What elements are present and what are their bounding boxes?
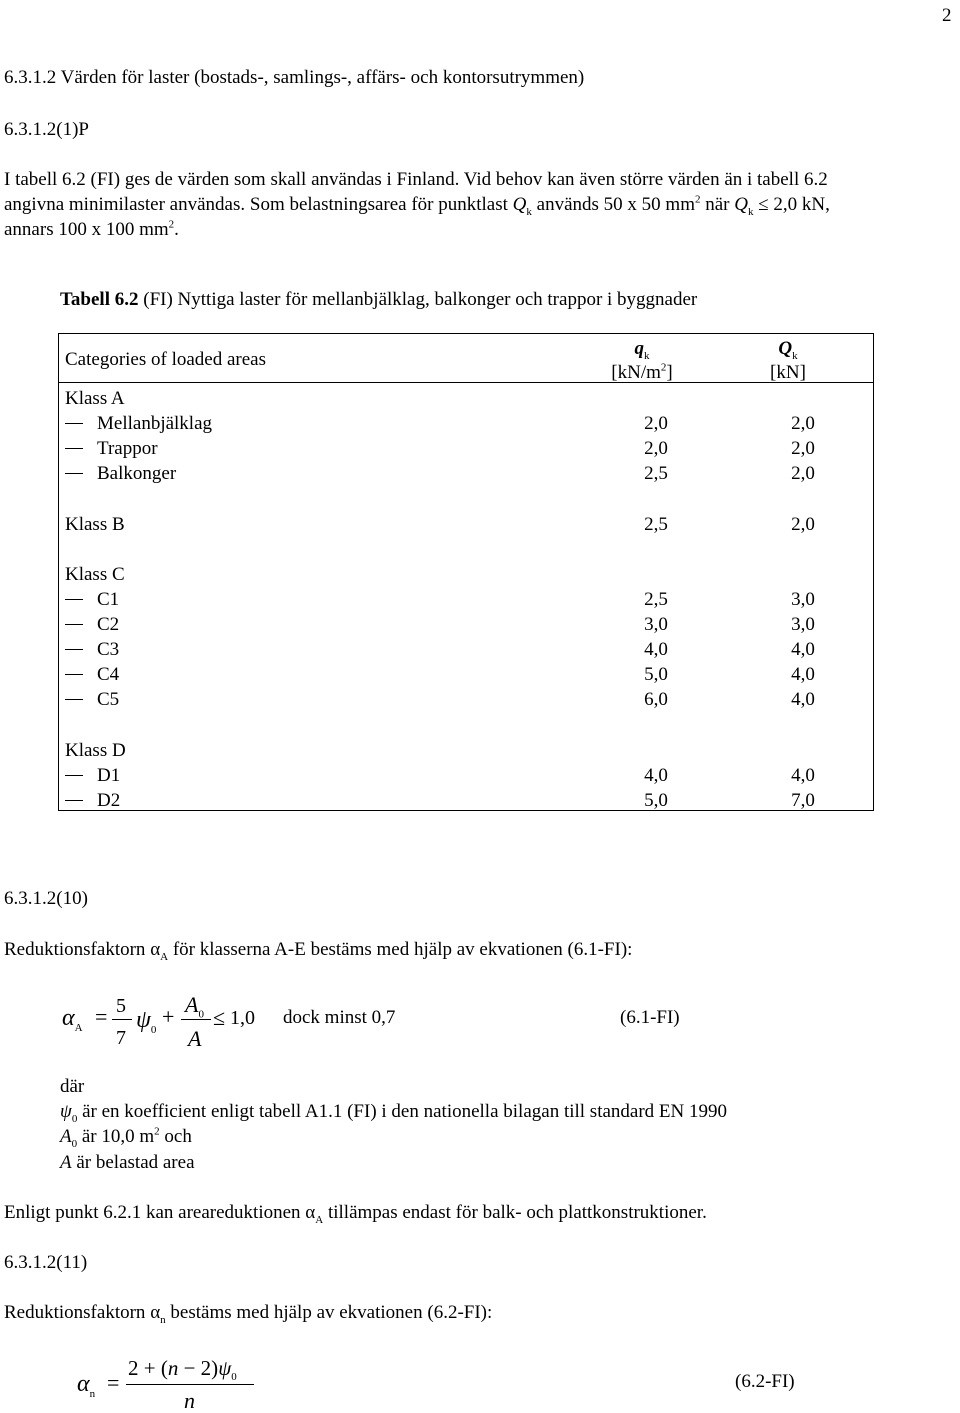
table-row-label: [65, 464, 176, 483]
superscript: 2: [154, 1125, 160, 1138]
cell-qk: 2,0: [644, 413, 668, 434]
table-row-label: [65, 665, 119, 684]
subscript: k: [747, 205, 754, 218]
eq1-equals: =: [95, 1004, 108, 1029]
symbol-q: q: [634, 338, 644, 359]
cell-qk: 6,0: [644, 689, 668, 710]
header-qk-symbol: [602, 338, 682, 362]
symbol-psi: ψ: [218, 1356, 232, 1380]
subscript: n: [160, 1313, 166, 1326]
header-category: Categories of loaded areas: [65, 349, 266, 370]
row-label: D2: [97, 790, 121, 811]
table-row-label: [65, 640, 119, 659]
symbol-alpha: α: [77, 1371, 90, 1397]
subscript: A: [160, 950, 169, 963]
subscript: k: [526, 205, 532, 218]
symbol-Q: Q: [778, 338, 793, 359]
text: används 50 x 50 mm: [531, 194, 695, 215]
cell-qk: 2,5: [644, 463, 668, 484]
dash-icon: [65, 473, 83, 474]
superscript: 2: [694, 193, 701, 206]
section-heading: 6.3.1.2 Värden för laster (bostads-, samlings-, affärs- och kontorsutrymmen): [4, 67, 585, 88]
cell-Qk: 7,0: [791, 790, 815, 811]
cell-qk: 4,0: [644, 765, 668, 786]
row-label: Mellanbjälklag: [97, 413, 213, 434]
symbol-alpha: α: [62, 1005, 75, 1031]
symbol-A: A: [60, 1152, 72, 1173]
table-header-rule: [58, 382, 874, 383]
eq1-fraction-bar: [181, 1019, 211, 1020]
symbol-alpha: α: [150, 939, 161, 960]
where-line-psi: [60, 1101, 728, 1125]
text: angivna minimilaster användas. Som belastningsarea för punktlast: [4, 194, 513, 215]
symbol-psi: ψ: [136, 1007, 151, 1033]
symbol-A: A: [60, 1126, 72, 1147]
text: .: [174, 219, 179, 240]
cell-Qk: 2,0: [791, 514, 815, 535]
cell-Qk: 2,0: [791, 463, 815, 484]
table-row-label: [65, 791, 120, 810]
dash-icon: [65, 674, 83, 675]
table-caption: [60, 290, 697, 309]
text: − 2): [178, 1356, 219, 1380]
class-name: Klass B: [65, 514, 125, 535]
table-row-label: [65, 414, 212, 433]
where-line-A: [60, 1153, 195, 1172]
row-label: C4: [97, 664, 120, 685]
header-Qk-symbol: [748, 338, 828, 362]
eq1-plus: +: [162, 1004, 175, 1029]
text: för klasserna A-E bestäms med hjälp av ekvationen (6.1-FI):: [168, 939, 633, 960]
table-row-label: [65, 615, 119, 634]
cell-qk: 2,0: [644, 438, 668, 459]
eq1-psi: [136, 1007, 157, 1036]
eq2-numerator: [128, 1356, 237, 1384]
cell-qk: 2,5: [644, 514, 668, 535]
where-line-A0: [60, 1125, 192, 1150]
subsection-number-10: 6.3.1.2(10): [4, 888, 88, 909]
row-label: C1: [97, 589, 120, 610]
dash-icon: [65, 649, 83, 650]
cell-Qk: 4,0: [791, 689, 815, 710]
table-row-label: [65, 690, 119, 709]
text: är en koefficient enligt tabell A1.1 (FI) i den nationella bilagan till standard EN 1990: [77, 1101, 728, 1122]
paragraph-line: [4, 939, 633, 963]
subscript: A: [74, 1021, 83, 1034]
row-label: C3: [97, 639, 120, 660]
text: är 10,0 m: [77, 1126, 155, 1147]
text: och: [159, 1126, 192, 1147]
symbol-Q: Q: [512, 194, 527, 215]
paragraph-line: [4, 1202, 707, 1226]
cell-qk: 5,0: [644, 664, 668, 685]
subsection-number-11: 6.3.1.2(11): [4, 1252, 88, 1273]
cell-Qk: 3,0: [791, 589, 815, 610]
symbol-alpha: α: [305, 1202, 316, 1223]
dash-icon: [65, 448, 83, 449]
eq1-num5: 5: [116, 995, 126, 1017]
table-row-label: [65, 766, 120, 785]
le-symbol: ≤: [758, 194, 769, 215]
eq2-alpha: [77, 1371, 96, 1400]
text: annars 100 x 100 mm: [4, 219, 169, 240]
eq1-A0: [185, 992, 204, 1021]
eq1-A: A: [188, 1026, 202, 1051]
paragraph-line: [4, 193, 830, 218]
symbol-psi: ψ: [60, 1101, 72, 1122]
eq1-fraction-bar: [112, 1019, 132, 1020]
paragraph-line: [4, 220, 179, 239]
text: Reduktionsfaktorn: [4, 939, 151, 960]
unit-text: ]: [666, 362, 673, 383]
text: Reduktionsfaktorn: [4, 1302, 151, 1323]
row-label: Trappor: [97, 438, 158, 459]
table-row-label: [65, 590, 119, 609]
eq1-alpha: [62, 1005, 83, 1034]
cell-qk: 3,0: [644, 614, 668, 635]
symbol-Q: Q: [734, 194, 748, 215]
cell-Qk: 4,0: [791, 664, 815, 685]
cell-qk: 4,0: [644, 639, 668, 660]
text: tillämpas endast för balk- och plattkonstruktioner.: [323, 1202, 707, 1223]
row-label: D1: [97, 765, 121, 786]
subscript: 0: [71, 1137, 78, 1150]
eq1-number: (6.1-FI): [620, 1007, 680, 1028]
eq1-note: dock minst 0,7: [283, 1007, 396, 1028]
class-name: Klass C: [65, 564, 125, 585]
eq1-le: ≤: [213, 1005, 226, 1030]
cell-Qk: 3,0: [791, 614, 815, 635]
header-qk-unit: [602, 363, 682, 382]
table-row-label: [65, 439, 158, 458]
dash-icon: [65, 599, 83, 600]
subscript: A: [315, 1213, 324, 1226]
eq2-equals: =: [107, 1370, 120, 1395]
superscript: 2: [168, 218, 175, 231]
header-Qk-unit: [kN]: [770, 362, 806, 383]
class-name: Klass A: [65, 388, 125, 409]
subsection-number-1: 6.3.1.2(1)P: [4, 119, 89, 140]
loads-table: [58, 333, 874, 811]
text: när: [700, 194, 735, 215]
dash-icon: [65, 775, 83, 776]
eq1-den7: 7: [116, 1027, 126, 1049]
dash-icon: [65, 624, 83, 625]
dash-icon: [65, 699, 83, 700]
eq2-fraction-bar: [126, 1384, 254, 1385]
subscript: 0: [150, 1023, 157, 1036]
eq2-denominator: n: [184, 1388, 195, 1413]
page-number: 2: [942, 5, 952, 26]
superscript: 2: [660, 361, 667, 374]
dash-icon: [65, 423, 83, 424]
dash-icon: [65, 800, 83, 801]
cell-Qk: 2,0: [791, 413, 815, 434]
cell-Qk: 2,0: [791, 438, 815, 459]
row-label: Balkonger: [97, 463, 177, 484]
text: bestäms med hjälp av ekvationen (6.2-FI):: [165, 1302, 493, 1323]
paragraph-line: I tabell 6.2 (FI) ges de värden som skall användas i Finland. Vid behov kan även större värden än i tabell 6.2: [4, 169, 828, 190]
unit-text: [kN/m: [611, 362, 661, 383]
subscript: 0: [231, 1371, 237, 1384]
text: Enligt punkt 6.2.1 kan areareduktionen: [4, 1202, 306, 1223]
cell-Qk: 4,0: [791, 639, 815, 660]
eq1-one: 1,0: [230, 1007, 255, 1029]
symbol-n: n: [167, 1356, 179, 1380]
subscript: n: [89, 1387, 96, 1400]
paragraph-line: [4, 1302, 493, 1326]
cell-Qk: 4,0: [791, 765, 815, 786]
cell-qk: 5,0: [644, 790, 668, 811]
row-label: C5: [97, 689, 120, 710]
subscript: 0: [71, 1112, 78, 1125]
subscript: 0: [198, 1008, 204, 1021]
class-name: Klass D: [65, 740, 126, 761]
subscript: k: [792, 349, 798, 362]
text: 2,0 kN,: [768, 194, 830, 215]
row-label: C2: [97, 614, 120, 635]
eq2-number: (6.2-FI): [735, 1371, 795, 1392]
subscript: k: [644, 349, 650, 362]
table-caption-label: Tabell 6.2: [60, 289, 139, 310]
symbol-alpha: α: [150, 1302, 161, 1323]
symbol-A: A: [185, 992, 199, 1017]
text: 2 + (: [128, 1356, 168, 1380]
text: är belastad area: [71, 1152, 195, 1173]
cell-qk: 2,5: [644, 589, 668, 610]
where-label: där: [60, 1076, 85, 1097]
table-caption-text: (FI) Nyttiga laster för mellanbjälklag, balkonger och trappor i byggnader: [138, 289, 698, 310]
